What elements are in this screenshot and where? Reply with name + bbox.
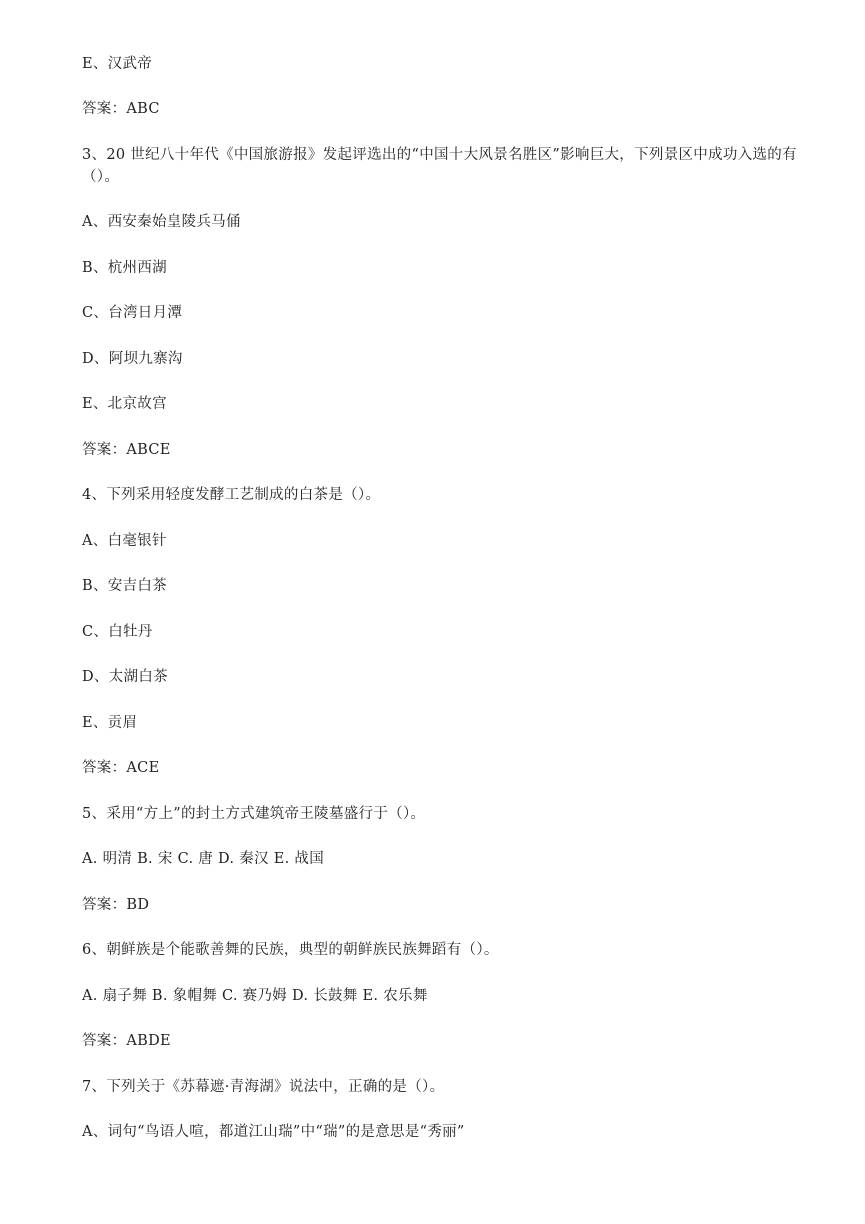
option-d-q4: D、太湖白茶: [82, 669, 168, 685]
option-e-q4: E、贡眉: [82, 715, 138, 731]
options-q6: A. 扇子舞 B. 象帽舞 C. 赛乃姆 D. 长鼓舞 E. 农乐舞: [82, 988, 428, 1004]
option-d-q3: D、阿坝九寨沟: [82, 351, 183, 367]
answer-q6: 答案：ABDE: [82, 1033, 171, 1049]
answer-q2: 答案：ABC: [82, 101, 160, 117]
question-5: 5、采用“方上”的封土方式建筑帝王陵墓盛行于（）。: [82, 806, 426, 822]
answer-q4: 答案：ACE: [82, 760, 160, 776]
option-a-q4: A、白毫银针: [82, 533, 167, 549]
option-e-q2: E、汉武帝: [82, 56, 153, 72]
question-3: 3、20 世纪八十年代《中国旅游报》发起评选出的“中国十大风景名胜区”影响巨大，下列景区中成功入选的有（）。: [82, 147, 797, 185]
answer-q3: 答案：ABCE: [82, 442, 171, 458]
option-a-q7: A、词句“鸟语人喧，都道江山瑞”中“瑞”的是意思是“秀丽”: [82, 1124, 465, 1140]
option-a-q3: A、西安秦始皇陵兵马俑: [82, 214, 241, 230]
question-7: 7、下列关于《苏幕遮·青海湖》说法中，正确的是（）。: [82, 1079, 445, 1095]
option-e-q3: E、北京故宫: [82, 396, 167, 412]
option-c-q3: C、台湾日月潭: [82, 305, 183, 321]
question-4: 4、下列采用轻度发酵工艺制成的白茶是（）。: [82, 487, 381, 503]
option-c-q4: C、白牡丹: [82, 624, 153, 640]
option-b-q3: B、杭州西湖: [82, 260, 167, 276]
question-6: 6、朝鲜族是个能歌善舞的民族，典型的朝鲜族民族舞蹈有（）。: [82, 942, 499, 958]
options-q5: A. 明清 B. 宋 C. 唐 D. 秦汉 E. 战国: [82, 851, 325, 867]
answer-q5: 答案：BD: [82, 897, 150, 913]
option-b-q4: B、安吉白茶: [82, 578, 167, 594]
